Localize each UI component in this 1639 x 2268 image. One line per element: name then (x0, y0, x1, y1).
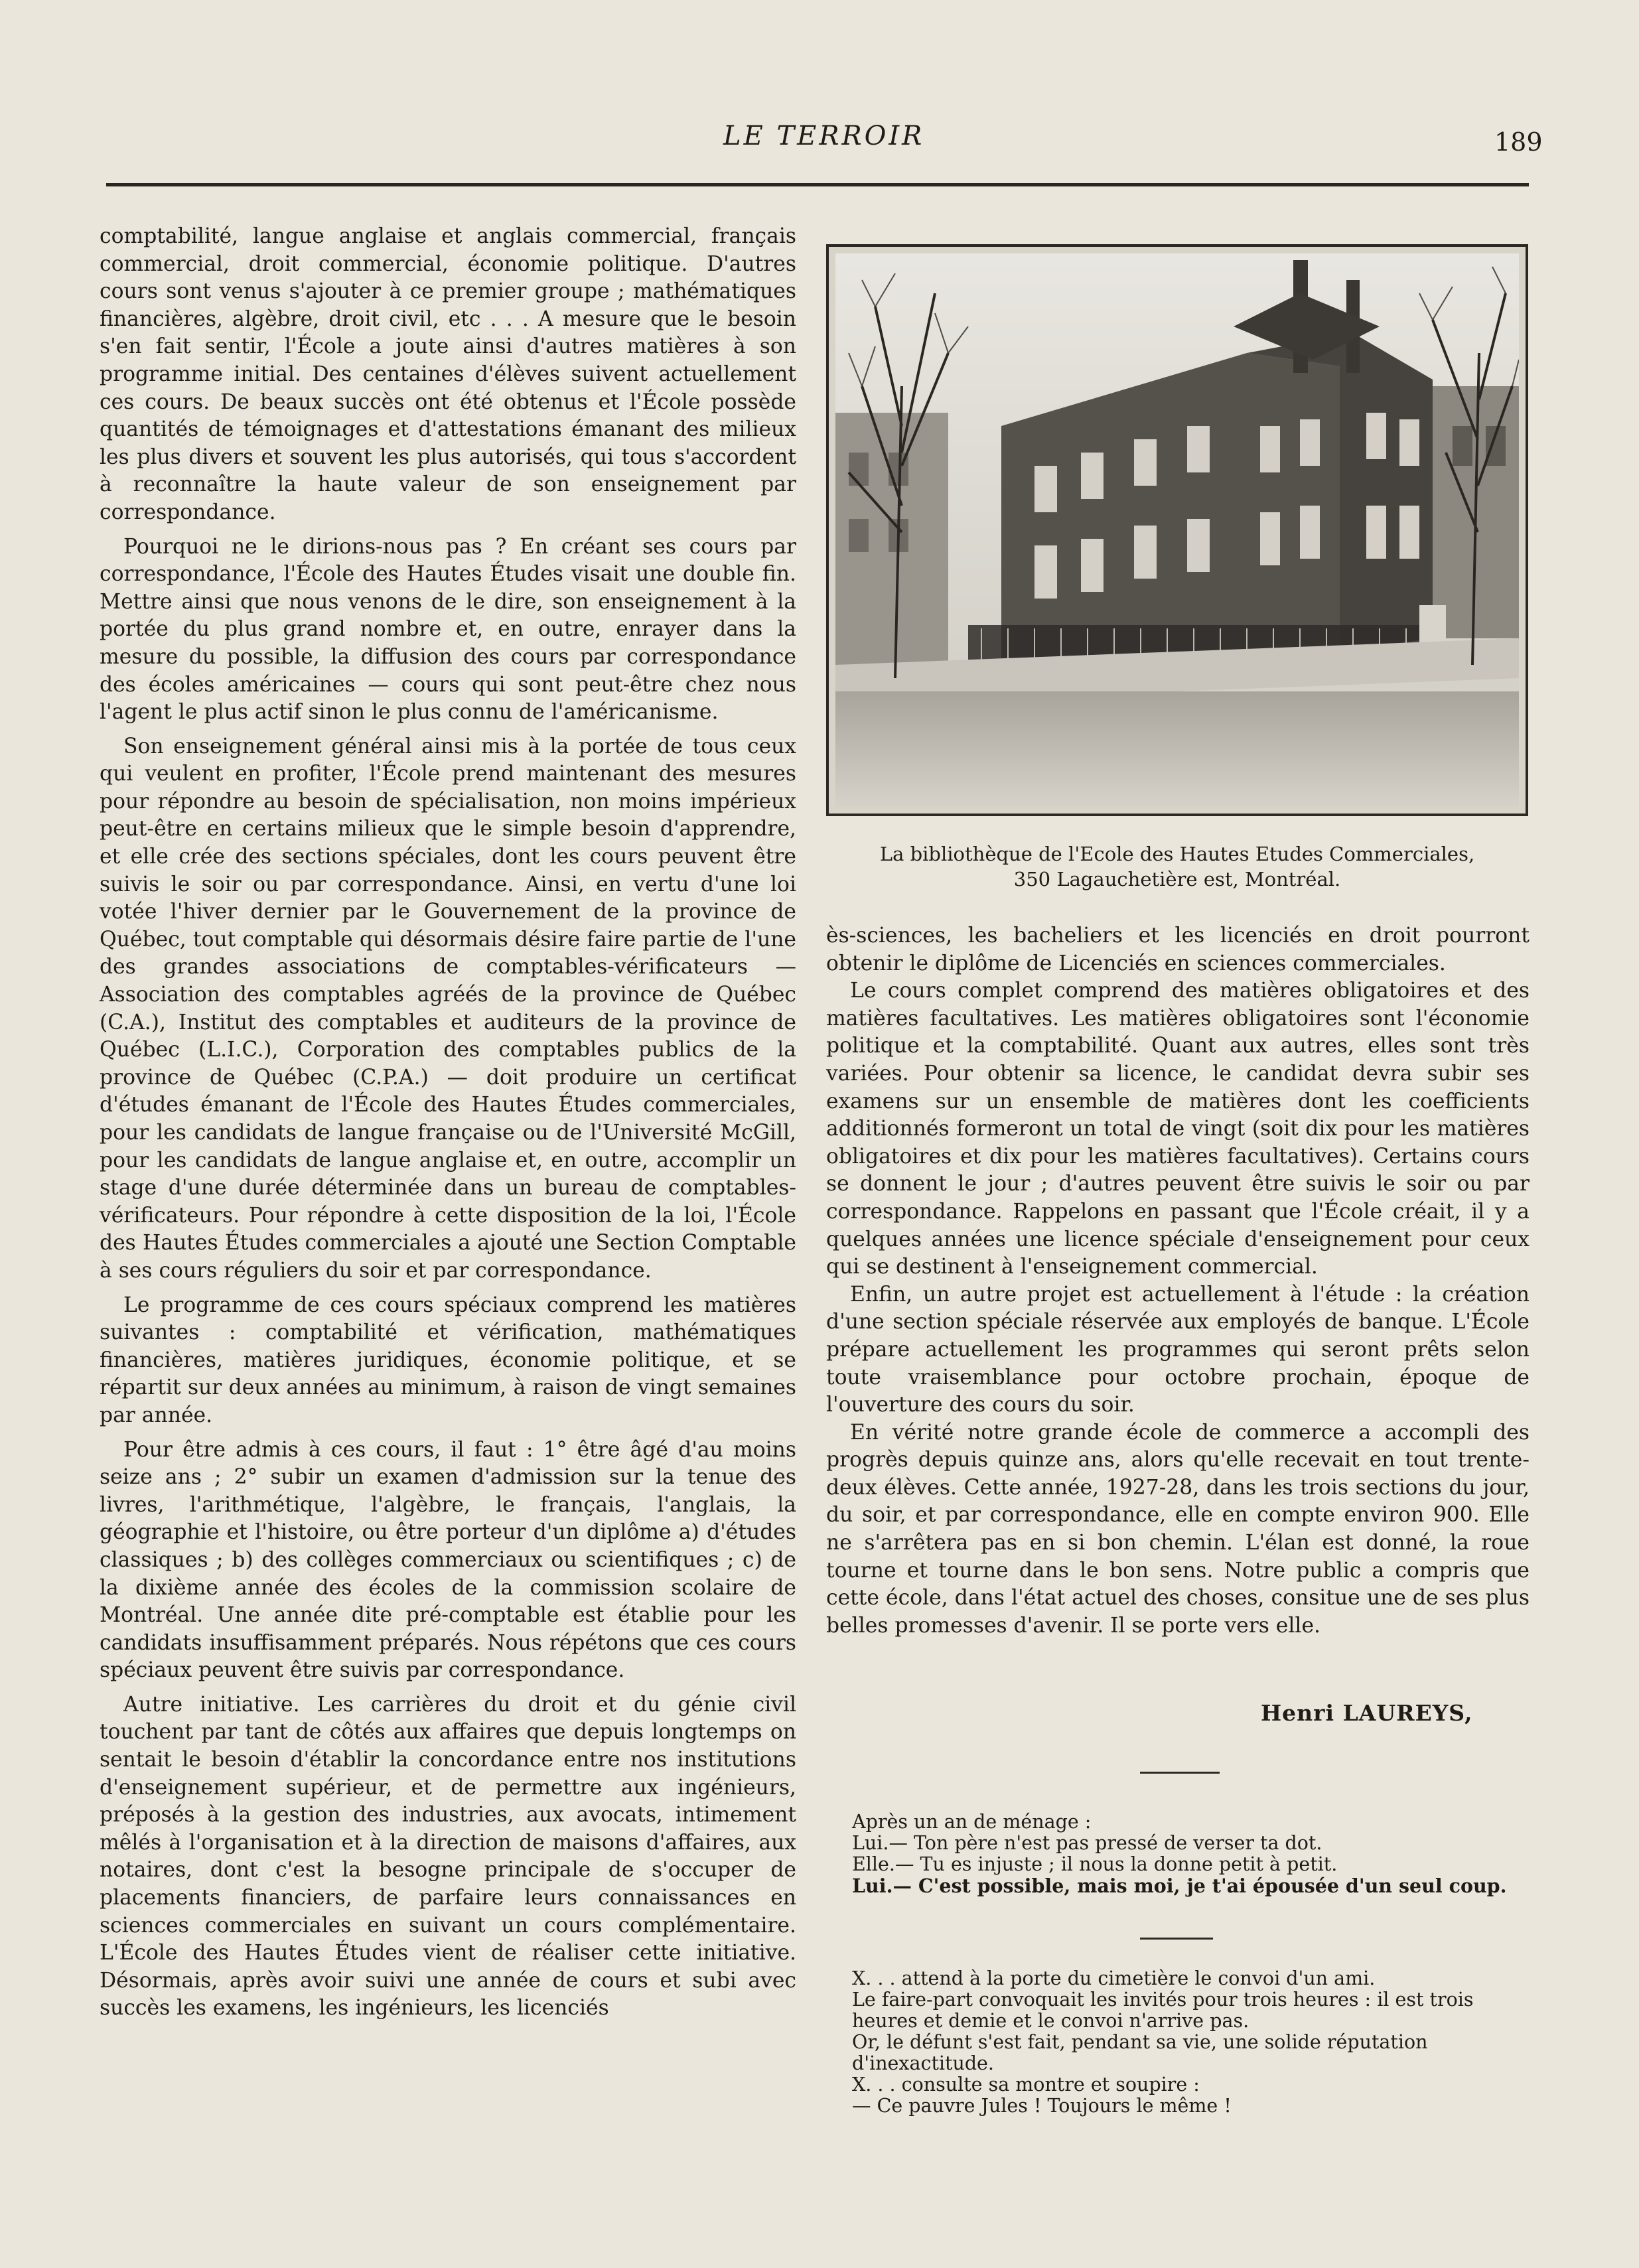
joke-line: d'inexactitude. (852, 2052, 994, 2074)
section-divider (1140, 1772, 1220, 1774)
photo-caption (826, 841, 1528, 892)
building-photo-illustration (835, 253, 1519, 807)
joke-line: X. . . consulte sa montre et soupire : (852, 2074, 1200, 2095)
joke-line: Le faire-part convoquait les invités pour trois heures : il est trois (852, 1989, 1474, 2011)
joke-line: X. . . attend à la porte du cimetière le convoi d'un ami. (852, 1967, 1376, 1989)
paragraph: Enfin, un autre projet est actuellement à l'étude : la création d'une section spéciale réservée aux employés de banque. L'École prépare actuellement les programmes qui seront prêts selon toute vraisemblance pour octobre prochain, époque de l'ouverture des cours du soir. (826, 1282, 1530, 1417)
joke-line: Or, le défunt s'est fait, pendant sa vie, une solide réputation (852, 2031, 1428, 2053)
paragraph: Pour être admis à ces cours, il faut : 1° être âgé d'au moins seize ans ; 2° subir un examen d'admission sur la tenue des livres, l'arithmétique, l'algèbre, le français, l'anglais, la géographie et l'histoire, ou être porteur d'un diplôme a) d'études classiques ; b) des collèges commerciaux ou scientifiques ; c) de la dixième année des écoles de la commission scolaire de Montréal. Une année dite pré-comptable est établie pour les candidats insuffisamment préparés. Nous répétons que ces cours spéciaux peuvent être suivis par correspondance. (100, 1437, 796, 1683)
paragraph: comptabilité, langue anglaise et anglais commercial, français commercial, droit commercial, économie politique. D'autres cours sont venus s'ajouter à ce premier groupe ; mathématiques financières, algèbre, droit civil, etc . . . A mesure que le besoin s'en fait sentir, l'École a joute ainsi d'autres matières à son programme initial. Des centaines d'élèves suivent actuellement ces cours. De beaux succès ont été obtenus et l'École possède quantités de témoignages et d'attestations émanant des milieux les plus divers et souvent les plus autorisés, qui tous s'accordent à reconnaître la haute valeur de son enseignement par correspondance. (100, 224, 796, 524)
joke-line: Après un an de ménage : (852, 1811, 1092, 1833)
paragraph: Le cours complet comprend des matières obligatoires et des matières facultatives. Les matières obligatoires sont l'économie politique et la comptabilité. Quant aux autres, elles sont très variées. Pour obtenir sa licence, le candidat devra subir ses examens sur un ensemble de matières dont les coefficients additionnés formeront un total de vingt (soit dix pour les matières obligatoires et dix pour les matières facultatives). Certains cours se donnent le jour ; d'autres peuvent être suivis le soir ou par correspondance. Rappelons en passant que l'École créait, il y a quelques années une licence spéciale d'enseignement pour ceux qui se destinent à l'enseignement commercial. (826, 979, 1530, 1279)
running-header-title: LE TERROIR (723, 121, 925, 151)
right-column (826, 922, 1530, 1640)
caption-line: 350 Lagauchetière est, Montréal. (1013, 868, 1341, 890)
paragraph: Son enseignement général ainsi mis à la portée de tous ceux qui veulent en profiter, l'École prend maintenant des mesures pour répondre au besoin de spécialisation, non moins impérieux peut-être en certains milieux que le simple besoin d'apprendre, et elle crée des sections spéciales, dont les cours peuvent être suivis le soir ou par correspondance. Ainsi, en vertu d'une loi votée l'hiver dernier par le Gouvernement de la province de Québec, tout comptable qui désormais désire faire partie de l'une des grandes associations de comptables-vérificateurs — Association des comptables agréés de la province de Québec (C.A.), Institut des comptables et auditeurs de la province de Québec (L.I.C.), Corporation des comptables publics de la province de Québec (C.P.A.) — doit produire un certificat d'études émanant de l'École des Hautes Études commerciales, pour les candidats de langue française ou de l'Université McGill, pour les candidats de langue anglaise et, en outre, accomplir un stage d'une durée déterminée dans un bureau de comptables-vérificateurs. Pour répondre à cette disposition de la loi, l'École des Hautes Études commerciales a ajouté une Section Comptable à ses cours réguliers du soir et par correspondance. (100, 734, 796, 1283)
joke-line: Lui.— Ton père n'est pas pressé de verser ta dot. (852, 1832, 1322, 1854)
paragraph: Le programme de ces cours spéciaux comprend les matières suivantes : comptabilité et vérification, mathématiques financières, matières juridiques, économie politique, et se répartit sur deux années au minimum, à raison de vingt semaines par année. (100, 1293, 796, 1427)
header-rule (106, 183, 1529, 186)
paragraph: ès-sciences, les bacheliers et les licenciés en droit pourront obtenir le diplôme de Licenciés en sciences commerciales. (826, 924, 1530, 975)
paragraph: En vérité notre grande école de commerce a accompli des progrès depuis quinze ans, alors qu'elle recevait en tout trente-deux élèves. Cette année, 1927-28, dans les trois sections du jour, du soir, et par correspondance, elle en compte environ 900. Elle ne s'arrêtera pas en si bon chemin. L'élan est donné, la roue tourne et tourne dans le bon sens. Notre public a compris que cette école, dans l'état actuel des choses, consitue une de ses plus belles promesses d'avenir. Il se porte vers elle. (826, 1420, 1530, 1638)
section-divider (1140, 1938, 1213, 1940)
joke-line: Lui.— C'est possible, mais moi, je t'ai épousée d'un seul coup. (852, 1875, 1507, 1897)
joke-line: Elle.— Tu es injuste ; il nous la donne petit à petit. (852, 1853, 1338, 1875)
joke-block (852, 1968, 1473, 2117)
paragraph: Autre initiative. Les carrières du droit et du génie civil touchent par tant de côtés aux affaires que depuis longtemps on sentait le besoin d'établir la concordance entre nos institutions d'enseignement supérieur, et de permettre aux ingénieurs, préposés à la gestion des industries, aux avocats, intimement mêlés à l'organisation et à la direction de maisons d'affaires, aux notaires, dont c'est la besogne principale de s'occuper de placements financiers, de parfaire leurs connaissances en sciences commerciales en suivant un cours complémentaire. L'École des Hautes Études vient de réaliser cette initiative. Désormais, après avoir suivi une année de cours et subi avec succès les examens, les ingénieurs, les licenciés (100, 1692, 796, 2020)
page-number: 189 (1494, 127, 1543, 157)
library-photo (826, 244, 1528, 816)
paragraph: Pourquoi ne le dirions-nous pas ? En créant ses cours par correspondance, l'École des Hautes Études visait une double fin. Mettre ainsi que nous venons de le dire, son enseignement à la portée du plus grand nombre et, en outre, enrayer dans la mesure du possible, la diffusion des cours par correspondance des écoles américaines — cours qui sont peut-être chez nous l'agent le plus actif sinon le plus connu de l'américanisme. (100, 534, 796, 725)
author-signature: Henri LAUREYS, (1261, 1700, 1473, 1726)
joke-block (852, 1811, 1507, 1896)
left-column (100, 223, 796, 2022)
joke-line: — Ce pauvre Jules ! Toujours le même ! (852, 2095, 1232, 2117)
caption-line: La bibliothèque de l'Ecole des Hautes Etudes Commerciales, (879, 843, 1475, 865)
joke-line: heures et demie et le convoi n'arrive pas. (852, 2010, 1249, 2032)
